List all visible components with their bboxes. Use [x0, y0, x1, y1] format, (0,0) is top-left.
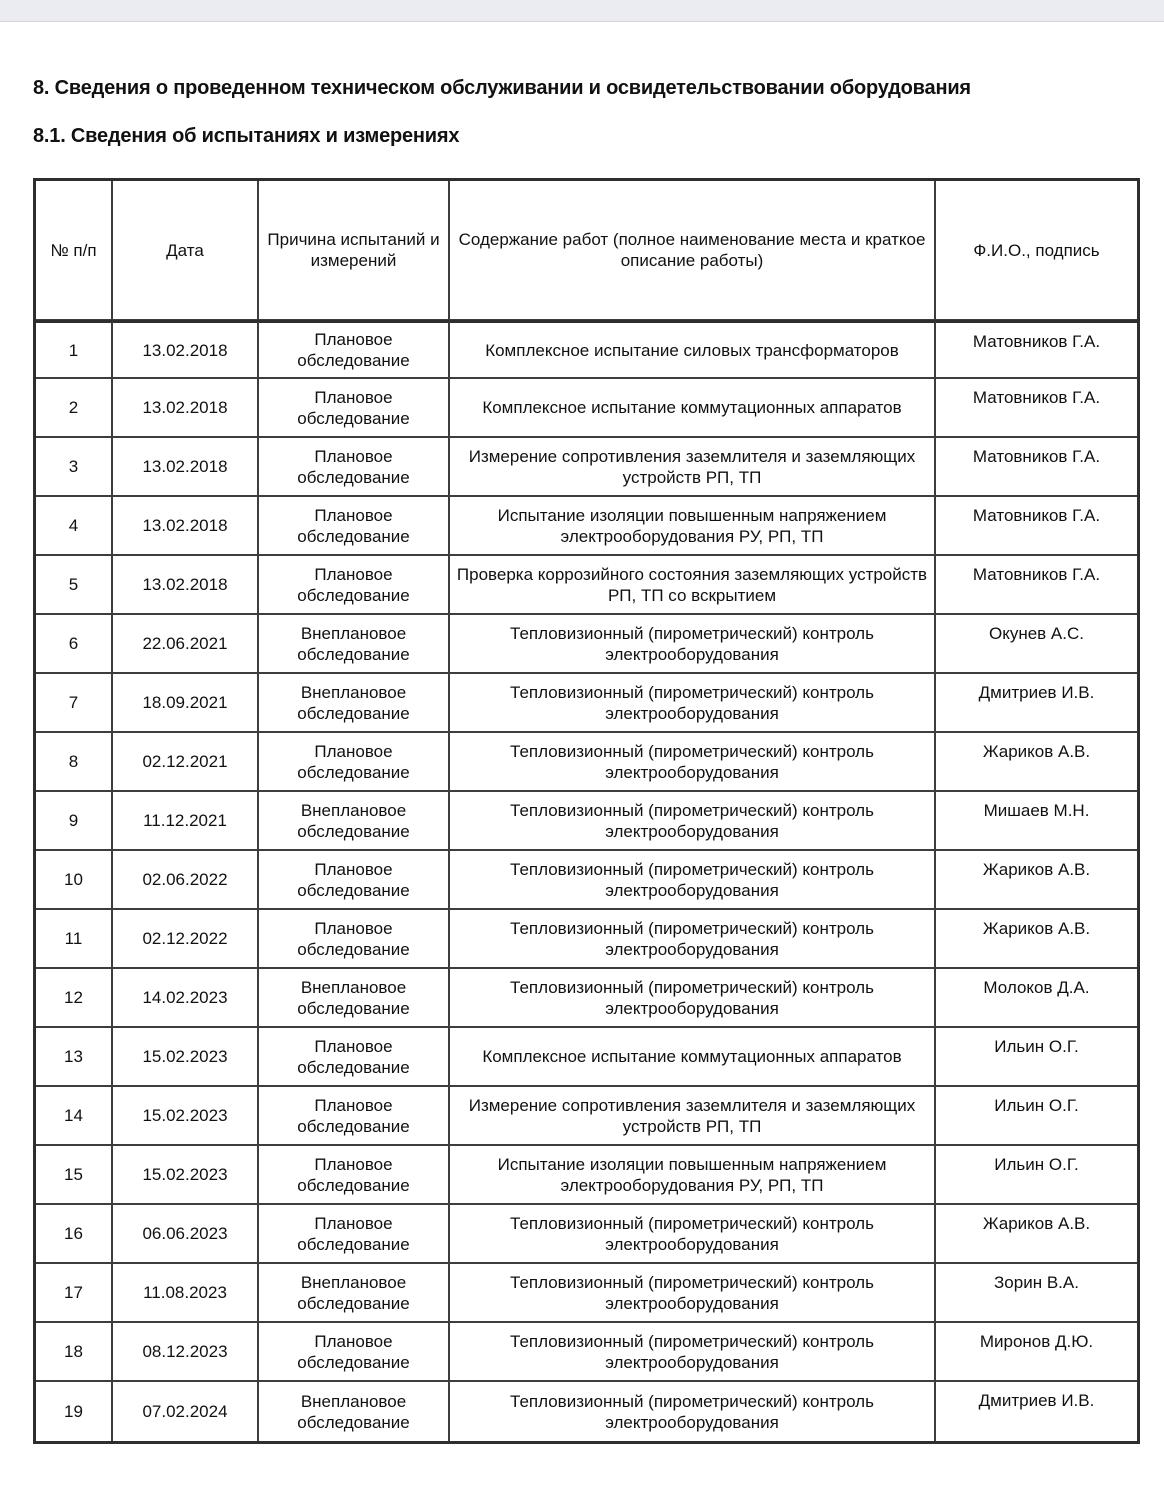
measurements-table: [33, 178, 1140, 1444]
cell-person-signature: [936, 733, 1137, 792]
table-row: [36, 438, 1137, 497]
subsection-title: 8.1. Сведения об испытаниях и измерениях: [33, 125, 460, 147]
cell-reason: Плановое обследование: [259, 851, 450, 910]
cell-person-signature: [936, 1028, 1137, 1087]
person-name: Молоков Д.А.: [983, 978, 1090, 997]
cell-date: 13.02.2018: [113, 556, 259, 615]
table-header-row: [36, 181, 1137, 320]
cell-row-number: 7: [36, 674, 113, 733]
cell-row-number: 3: [36, 438, 113, 497]
cell-row-number: 1: [36, 320, 113, 379]
cell-reason: Внеплановое обследование: [259, 792, 450, 851]
person-name: Жариков А.В.: [982, 860, 1091, 879]
cell-work-description: Измерение сопротивления заземлителя и заземляющих устройств РП, ТП: [450, 438, 936, 497]
cell-row-number: 17: [36, 1264, 113, 1323]
cell-work-description: Тепловизионный (пирометрический) контроль электрооборудования: [450, 1382, 936, 1441]
cell-row-number: 13: [36, 1028, 113, 1087]
table-row: [36, 969, 1137, 1028]
person-name: Дмитриев И.В.: [978, 683, 1095, 702]
cell-row-number: 15: [36, 1146, 113, 1205]
person-name: Матовников Г.А.: [972, 388, 1101, 407]
cell-work-description: Испытание изоляции повышенным напряжением электрооборудования РУ, РП, ТП: [450, 1146, 936, 1205]
cell-person-signature: [936, 379, 1137, 438]
table-row: [36, 1205, 1137, 1264]
cell-work-description: Тепловизионный (пирометрический) контроль электрооборудования: [450, 1323, 936, 1382]
person-name: Зорин В.А.: [994, 1273, 1079, 1292]
table-row: [36, 674, 1137, 733]
cell-work-description: Тепловизионный (пирометрический) контроль электрооборудования: [450, 615, 936, 674]
cell-date: 02.06.2022: [113, 851, 259, 910]
table-header: [36, 181, 1137, 320]
cell-date: 08.12.2023: [113, 1323, 259, 1382]
cell-person-signature: [936, 674, 1137, 733]
cell-row-number: 5: [36, 556, 113, 615]
cell-person-signature: [936, 792, 1137, 851]
column-header-person-signature: Ф.И.О., подпись: [936, 181, 1137, 320]
table-row: [36, 910, 1137, 969]
table-row: [36, 556, 1137, 615]
cell-person-signature: [936, 497, 1137, 556]
table-row: [36, 497, 1137, 556]
column-header-row-number: № п/п: [36, 181, 113, 320]
cell-date: 15.02.2023: [113, 1028, 259, 1087]
cell-person-signature: [936, 615, 1137, 674]
cell-date: 13.02.2018: [113, 438, 259, 497]
cell-row-number: 2: [36, 379, 113, 438]
section-title: 8. Сведения о проведенном техническом обслуживании и освидетельствовании оборудования: [33, 77, 971, 99]
cell-work-description: Тепловизионный (пирометрический) контроль электрооборудования: [450, 792, 936, 851]
cell-reason: Плановое обследование: [259, 1146, 450, 1205]
cell-reason: Внеплановое обследование: [259, 1264, 450, 1323]
cell-date: 15.02.2023: [113, 1087, 259, 1146]
cell-date: 13.02.2018: [113, 320, 259, 379]
cell-row-number: 19: [36, 1382, 113, 1441]
cell-reason: Плановое обследование: [259, 556, 450, 615]
cell-work-description: Комплексное испытание коммутационных аппаратов: [450, 379, 936, 438]
table-row: [36, 792, 1137, 851]
cell-work-description: Тепловизионный (пирометрический) контроль электрооборудования: [450, 969, 936, 1028]
cell-row-number: 9: [36, 792, 113, 851]
cell-reason: Плановое обследование: [259, 379, 450, 438]
cell-row-number: 10: [36, 851, 113, 910]
table-row: [36, 1087, 1137, 1146]
cell-date: 02.12.2021: [113, 733, 259, 792]
cell-date: 13.02.2018: [113, 379, 259, 438]
table-row: [36, 1028, 1137, 1087]
person-name: Миронов Д.Ю.: [979, 1332, 1094, 1351]
person-name: Матовников Г.А.: [972, 565, 1101, 584]
cell-person-signature: [936, 969, 1137, 1028]
cell-reason: Плановое обследование: [259, 733, 450, 792]
cell-row-number: 4: [36, 497, 113, 556]
table-row: [36, 615, 1137, 674]
person-name: Матовников Г.А.: [972, 506, 1101, 525]
table-row: [36, 733, 1137, 792]
cell-person-signature: [936, 1146, 1137, 1205]
column-header-work-description: Содержание работ (полное наименование места и краткое описание работы): [450, 181, 936, 320]
table-row: [36, 320, 1137, 379]
cell-work-description: Измерение сопротивления заземлителя и заземляющих устройств РП, ТП: [450, 1087, 936, 1146]
cell-reason: Плановое обследование: [259, 438, 450, 497]
cell-date: 11.12.2021: [113, 792, 259, 851]
cell-reason: Плановое обследование: [259, 910, 450, 969]
cell-reason: Внеплановое обследование: [259, 615, 450, 674]
cell-person-signature: [936, 1323, 1137, 1382]
person-name: Жариков А.В.: [982, 742, 1091, 761]
cell-work-description: Тепловизионный (пирометрический) контроль электрооборудования: [450, 674, 936, 733]
table-row: [36, 1264, 1137, 1323]
cell-reason: Плановое обследование: [259, 320, 450, 379]
table-body: [36, 320, 1137, 1441]
person-name: Жариков А.В.: [982, 919, 1091, 938]
cell-work-description: Тепловизионный (пирометрический) контроль электрооборудования: [450, 910, 936, 969]
cell-row-number: 18: [36, 1323, 113, 1382]
person-name: Мишаев М.Н.: [983, 801, 1090, 820]
cell-date: 15.02.2023: [113, 1146, 259, 1205]
person-name: Ильин О.Г.: [994, 1155, 1079, 1174]
cell-reason: Внеплановое обследование: [259, 969, 450, 1028]
person-name: Окунев А.С.: [988, 624, 1084, 643]
cell-date: 11.08.2023: [113, 1264, 259, 1323]
cell-person-signature: [936, 1205, 1137, 1264]
column-header-reason: Причина испытаний и измерений: [259, 181, 450, 320]
document-page: [0, 76, 1164, 1444]
cell-work-description: Комплексное испытание силовых трансформаторов: [450, 320, 936, 379]
cell-person-signature: [936, 320, 1137, 379]
cell-person-signature: [936, 438, 1137, 497]
cell-work-description: Проверка коррозийного состояния заземляющих устройств РП, ТП со вскрытием: [450, 556, 936, 615]
cell-reason: Плановое обследование: [259, 1028, 450, 1087]
table-row: [36, 1323, 1137, 1382]
cell-work-description: Тепловизионный (пирометрический) контроль электрооборудования: [450, 1205, 936, 1264]
viewer-top-bar: [0, 0, 1164, 22]
cell-person-signature: [936, 1087, 1137, 1146]
cell-row-number: 14: [36, 1087, 113, 1146]
cell-work-description: Тепловизионный (пирометрический) контроль электрооборудования: [450, 851, 936, 910]
cell-work-description: Тепловизионный (пирометрический) контроль электрооборудования: [450, 1264, 936, 1323]
cell-date: 18.09.2021: [113, 674, 259, 733]
person-name: Ильин О.Г.: [994, 1096, 1079, 1115]
cell-date: 07.02.2024: [113, 1382, 259, 1441]
table-row: [36, 379, 1137, 438]
person-name: Жариков А.В.: [982, 1214, 1091, 1233]
cell-person-signature: [936, 1382, 1137, 1441]
person-name: Ильин О.Г.: [994, 1037, 1079, 1056]
cell-date: 22.06.2021: [113, 615, 259, 674]
cell-reason: Плановое обследование: [259, 1205, 450, 1264]
cell-work-description: Комплексное испытание коммутационных аппаратов: [450, 1028, 936, 1087]
person-name: Матовников Г.А.: [972, 332, 1101, 351]
person-name: Дмитриев И.В.: [978, 1391, 1095, 1410]
cell-date: 13.02.2018: [113, 497, 259, 556]
cell-row-number: 11: [36, 910, 113, 969]
cell-person-signature: [936, 1264, 1137, 1323]
cell-reason: Плановое обследование: [259, 497, 450, 556]
cell-person-signature: [936, 910, 1137, 969]
person-name: Матовников Г.А.: [972, 447, 1101, 466]
table-row: [36, 851, 1137, 910]
cell-row-number: 8: [36, 733, 113, 792]
cell-reason: Внеплановое обследование: [259, 674, 450, 733]
cell-reason: Плановое обследование: [259, 1087, 450, 1146]
cell-work-description: Тепловизионный (пирометрический) контроль электрооборудования: [450, 733, 936, 792]
table-row: [36, 1382, 1137, 1441]
cell-person-signature: [936, 556, 1137, 615]
cell-person-signature: [936, 851, 1137, 910]
cell-work-description: Испытание изоляции повышенным напряжением электрооборудования РУ, РП, ТП: [450, 497, 936, 556]
cell-reason: Плановое обследование: [259, 1323, 450, 1382]
cell-reason: Внеплановое обследование: [259, 1382, 450, 1441]
cell-date: 06.06.2023: [113, 1205, 259, 1264]
cell-row-number: 16: [36, 1205, 113, 1264]
table-row: [36, 1146, 1137, 1205]
cell-date: 14.02.2023: [113, 969, 259, 1028]
cell-row-number: 6: [36, 615, 113, 674]
column-header-date: Дата: [113, 181, 259, 320]
cell-row-number: 12: [36, 969, 113, 1028]
cell-date: 02.12.2022: [113, 910, 259, 969]
